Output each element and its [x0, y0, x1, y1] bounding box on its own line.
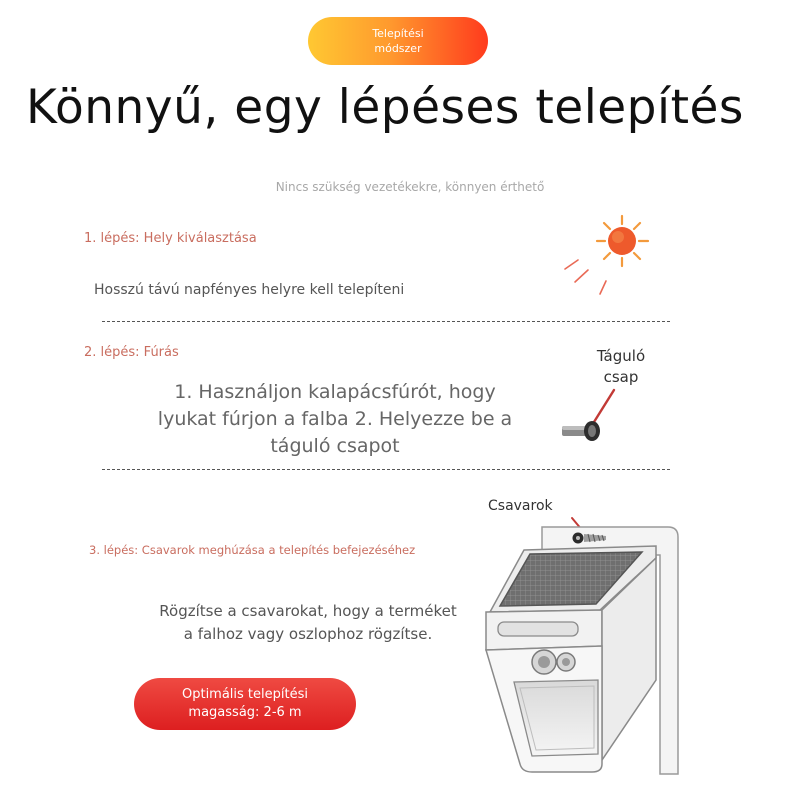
optimal-height-line-2: magasság: 2-6 m	[188, 705, 302, 720]
step-1-title: 1. lépés: Hely kiválasztása	[84, 231, 257, 246]
step-2-body-line-2: lyukat fúrjon a falba 2. Helyezze be a	[157, 408, 513, 430]
step-1-body: Hosszú távú napfényes helyre kell telepíteni	[94, 282, 405, 298]
screws-label: Csavarok	[488, 498, 553, 514]
step-3-body	[124, 600, 492, 646]
badge-line-2: módszer	[374, 42, 422, 55]
wall-anchor-icon	[556, 386, 626, 452]
step-3-title: 3. lépés: Csavarok meghúzása a telepítés befejezéséhez	[89, 543, 416, 557]
solar-lamp-icon	[480, 510, 680, 792]
step-3-body-line-1: Rögzítse a csavarokat, hogy a terméket	[159, 602, 457, 620]
anchor-label-line-1: Táguló	[596, 347, 646, 365]
step-2-body-line-1: 1. Használjon kalapácsfúrót, hogy	[174, 381, 496, 403]
divider-2	[102, 469, 670, 470]
page-title: Könnyű, egy lépéses telepítés	[26, 80, 744, 135]
step-2-body-line-3: táguló csapot	[270, 435, 400, 457]
anchor-label	[583, 346, 659, 388]
anchor-label-line-2: csap	[603, 368, 639, 386]
page-subtitle: Nincs szükség vezetékekre, könnyen érthető	[275, 180, 545, 194]
badge-line-1: Telepítési	[372, 27, 424, 40]
optimal-height-badge	[134, 678, 356, 730]
installation-method-badge	[308, 17, 488, 65]
sun-icon	[560, 210, 660, 300]
step-2-body	[130, 379, 540, 460]
step-3-body-line-2: a falhoz vagy oszlophoz rögzítse.	[183, 625, 433, 643]
divider-1	[102, 321, 670, 322]
step-2-title: 2. lépés: Fúrás	[84, 345, 179, 360]
optimal-height-line-1: Optimális telepítési	[181, 687, 308, 702]
